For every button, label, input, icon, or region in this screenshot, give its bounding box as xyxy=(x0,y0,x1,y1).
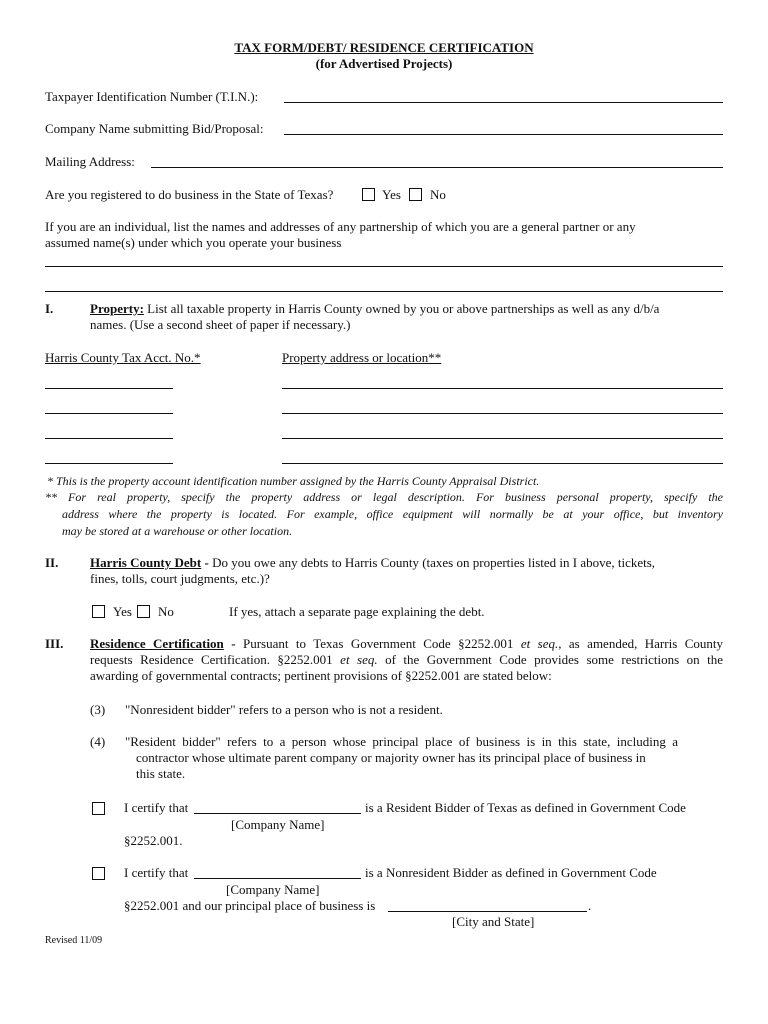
section-3-text-1a: Pursuant to Texas Government Code §2252.001 xyxy=(243,636,521,651)
cert-2-text: is a Nonresident Bidder as defined in Government Code xyxy=(365,865,657,880)
section-1-text-2: names. (Use a second sheet of paper if necessary.) xyxy=(90,317,351,332)
registered-no-checkbox[interactable] xyxy=(409,188,422,201)
form-title: TAX FORM/DEBT/ RESIDENCE CERTIFICATION xyxy=(234,40,534,55)
tax-acct-line[interactable] xyxy=(45,438,173,439)
company-name-caption: [Company Name] xyxy=(231,817,325,832)
cert-1-text: is a Resident Bidder of Texas as defined in Government Code xyxy=(365,800,686,815)
section-3-line-1 xyxy=(90,636,723,652)
footnote-2-line-3: may be stored at a warehouse or other location. xyxy=(62,524,293,538)
registered-yes-label: Yes xyxy=(382,187,401,202)
individual-text-1: If you are an individual, list the names and addresses of any partnership of which you are a general partner or any xyxy=(45,219,636,234)
et-seq: et seq. xyxy=(340,652,378,667)
item-3-number: (3) xyxy=(90,702,106,717)
tax-acct-line[interactable] xyxy=(45,388,173,389)
property-address-column-header: Property address or location** xyxy=(282,350,442,365)
cert-1-code: §2252.001. xyxy=(124,833,183,848)
section-3-text-2b: of the Government Code provides some restrictions on the xyxy=(377,652,723,667)
debt-no-label: No xyxy=(158,604,174,619)
registered-no-label: No xyxy=(430,187,446,202)
resident-company-name-line[interactable] xyxy=(194,813,361,814)
tin-label: Taxpayer Identification Number (T.I.N.): xyxy=(45,89,259,104)
section-3-dash: - xyxy=(223,636,243,651)
mailing-label: Mailing Address: xyxy=(45,154,135,169)
footnote-2-line-1: ** For real property, specify the property address or legal description. For business personal property, specify the xyxy=(45,490,723,504)
resident-bidder-checkbox[interactable] xyxy=(92,802,105,815)
section-2-text-2: fines, tolls, court judgments, etc.)? xyxy=(90,571,270,586)
footnote-1: * This is the property account identification number assigned by the Harris County Appraisal District. xyxy=(47,474,540,488)
section-3-line-2 xyxy=(90,652,723,668)
tax-acct-line[interactable] xyxy=(45,413,173,414)
section-1-paragraph xyxy=(90,301,724,317)
section-2-paragraph xyxy=(90,555,655,571)
debt-if-yes-instruction: If yes, attach a separate page explaining the debt. xyxy=(229,604,485,619)
city-state-caption: [City and State] xyxy=(452,914,535,929)
individual-text-2: assumed name(s) under which you operate your business xyxy=(45,235,342,250)
company-input-line[interactable] xyxy=(284,134,723,135)
nonresident-bidder-checkbox[interactable] xyxy=(92,867,105,880)
company-name-caption: [Company Name] xyxy=(226,882,320,897)
nonresident-company-name-line[interactable] xyxy=(194,878,361,879)
section-2-heading: Harris County Debt xyxy=(90,555,202,570)
tin-input-line[interactable] xyxy=(284,102,723,103)
registered-yes-checkbox[interactable] xyxy=(362,188,375,201)
section-3-number: III. xyxy=(45,636,64,651)
city-state-line[interactable] xyxy=(388,911,587,912)
item-4-text-3: this state. xyxy=(136,766,186,781)
property-address-line[interactable] xyxy=(282,463,723,464)
tax-acct-line[interactable] xyxy=(45,463,173,464)
tax-acct-column-header: Harris County Tax Acct. No.* xyxy=(45,350,201,365)
section-1-heading: Property: xyxy=(90,301,144,316)
debt-yes-label: Yes xyxy=(113,604,132,619)
section-1-text-1: List all taxable property in Harris County owned by you or above partnerships as well as any d/b/a xyxy=(143,301,660,316)
debt-yes-checkbox[interactable] xyxy=(92,605,105,618)
section-3-text-2a: requests Residence Certification. §2252.001 xyxy=(90,652,341,667)
registered-question: Are you registered to do business in the State of Texas? xyxy=(45,187,334,202)
et-seq: et seq. xyxy=(520,636,559,651)
section-2-dash: - xyxy=(201,555,213,570)
cert-2-period: . xyxy=(588,898,592,913)
property-address-line[interactable] xyxy=(282,388,723,389)
cert-2-prefix: I certify that xyxy=(124,865,189,880)
section-3-text-3: awarding of governmental contracts; pertinent provisions of §2252.001 are stated below: xyxy=(90,668,552,683)
section-3-text-1b: , as amended, Harris County xyxy=(558,636,723,651)
section-3-heading: Residence Certification xyxy=(90,636,224,651)
item-4-text-1: "Resident bidder" refers to a person whose principal place of business is in this state, including a xyxy=(125,734,678,749)
section-2-number: II. xyxy=(45,555,59,570)
item-3-text: "Nonresident bidder" refers to a person who is not a resident. xyxy=(125,702,443,717)
item-4-text-2: contractor whose ultimate parent company or majority owner has its principal place of business in xyxy=(136,750,646,765)
item-4-number: (4) xyxy=(90,734,106,749)
section-2-text-1: Do you owe any debts to Harris County (taxes on properties listed in I above, tickets, xyxy=(212,555,656,570)
debt-no-checkbox[interactable] xyxy=(137,605,150,618)
partnership-line-2[interactable] xyxy=(45,291,723,292)
property-address-line[interactable] xyxy=(282,438,723,439)
section-1-number: I. xyxy=(45,301,54,316)
partnership-line-1[interactable] xyxy=(45,266,723,267)
company-label: Company Name submitting Bid/Proposal: xyxy=(45,121,264,136)
mailing-input-line[interactable] xyxy=(151,167,723,168)
footnote-2-line-2: address where the property is located. For example, office equipment will normally be at your office, but inventory xyxy=(62,507,723,521)
property-address-line[interactable] xyxy=(282,413,723,414)
revised-date: Revised 11/09 xyxy=(45,935,103,946)
cert-2-code: §2252.001 and our principal place of business is xyxy=(124,898,376,913)
form-subtitle: (for Advertised Projects) xyxy=(315,56,453,71)
cert-1-prefix: I certify that xyxy=(124,800,189,815)
